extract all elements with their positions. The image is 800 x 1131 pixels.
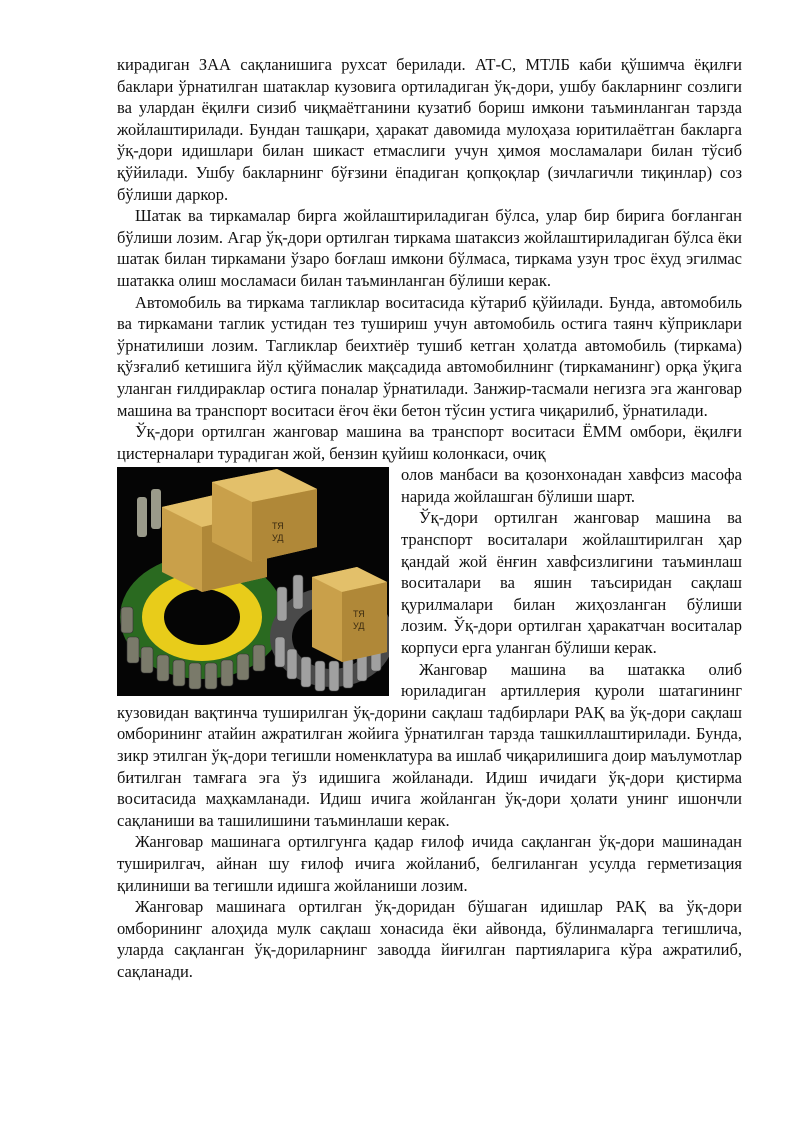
- right-ammo-boxes: [312, 567, 387, 662]
- paragraph: Ўқ-дори ортилган жанговар машина ва транспорт воситалари жойлаштирилган ҳар қандай жой ёнғин хавфсизлигини таъминлаш воситалари ва яшин таъсиридан сақлаш қурилмалари билан жиҳозланган бўлиши лозим. Ўқ-дори ортилган ҳаракатчан воситалар корпуси ерга уланган бўлиши керак.: [401, 508, 742, 658]
- paragraph: олов манбаси ва қозонхонадан хавфсиз масофа нарида жойлашган бўлиши шарт.: [401, 465, 742, 506]
- ammunition-rack-drawing: [117, 467, 389, 696]
- box-label: ТЯ: [272, 521, 284, 532]
- paragraph: Жанговар машинага ортилгунга қадар ғилоф ичида сақланган ўқ-дори машинадан туширилгач, айнан шу ғилоф ичига жойланиб, белгиланган усулда герметизация қилиниши ва тегишли идишга жойланиши лозим.: [117, 832, 742, 895]
- paragraph: Жанговар машинага ортилган ўқ-доридан бўшаган идишлар РАҚ ва ўқ-дори омборининг алоҳида мулк сақлаш хонасида ёки айвонда, бўлинмаларга тегишлича, уларда сақланган ўқ-дориларнинг заводда йиғилган партияларига кўра ажратилиб, сақланади.: [117, 897, 742, 981]
- box-label: УД: [272, 533, 284, 544]
- box-label: УД: [353, 621, 365, 632]
- paragraph: Шатак ва тиркамалар бирга жойлаштириладиган бўлса, улар бир бирига боғланган бўлиши лозим. Агар ўқ-дори ортилган тиркама шатаксиз жойлаштириладиган бўлса ёки шатак билан тиркамани ўзаро боғлаш имкони бўлмаса, тиркама узун трос ёхуд эгилмас шатакка олиш мосламаси билан таъминланган бўлиши керак.: [117, 206, 742, 290]
- paragraph: кирадиган ЗАА сақланишига рухсат берилади. АТ-С, МТЛБ каби қўшимча ёқилғи баклари ўрнатилган шатаклар кузовига ортиладиган ўқ-дори, ушбу бакларнинг созлиги ва улардан ёқилғи сизиб чиқмаётганини кузатиб бориш имкони таъминланган тарзда жойлаштирилади. Бундан ташқари, ҳаракат давомида мулоҳаза юритилаётган бакларга ўқ-дори идишлари билан шикаст етмаслиги учун ҳимоя мосламалари билан тўсиб қўйилади. Ушбу бакларнинг бўғзини ёпадиган қопқоқлар (зичлагичли тиқинлар) соз бўлиши даркор.: [117, 55, 742, 204]
- paragraph: Жанговар машина ва шатакка олиб юриладиган артиллерия қуроли шатагининг кузовидан вақтинча туширилган ўқ-дорини сақлаш тадбирлари РАҚ ва ўқ-дори сақлаш омборининг атайин ажратилган жойига ўрнатилган тарзда ташкиллаштирилади. Бунда, зикр этилган ўқ-дори тегишли номенклатура ва ишлаб чиқарилишига доир маълумотлар битилган тамғага эга ўз идишига жойланади. Идиш ичидаги ўқ-дори қистирма воситасида маҳкамланади. Идиш ичига жойланган ўқ-дори ҳолати унинг ишончли сақланиши ва ташилишини таъминлаши керак.: [117, 659, 742, 830]
- paragraph: Автомобиль ва тиркама тагликлар воситасида кўтариб қўйилади. Бунда, автомобиль ва тиркамани таглик устидан тез тушириш учун автомобиль остига таянч кўприклари ўрнатилиши лозим. Тагликлар беихтиёр тушиб кетган ҳолатда автомобиль (тиркама) қўзғалиб кетишига йўл қўймаслик мақсадида автомобилнинг (тиркаманинг) орқа ўқига уланган ғилдираклар остига поналар ўрнатилади. Занжир-тасмали негизга эга жанговар машина ва транспорт воситаси ёғоч ёки бетон тўсин устига чиқарилиб, ўрнатилади.: [117, 292, 742, 420]
- text-column: [117, 54, 742, 983]
- paragraph: Ўқ-дори ортилган жанговар машина ва транспорт воситаси ЁММ омбори, ёқилғи цистерналари турадиган жой, бензин қуйиш колонкаси, очиқ: [117, 422, 742, 463]
- box-label: ТЯ: [353, 609, 365, 620]
- ammunition-rack-illustration: [117, 467, 389, 696]
